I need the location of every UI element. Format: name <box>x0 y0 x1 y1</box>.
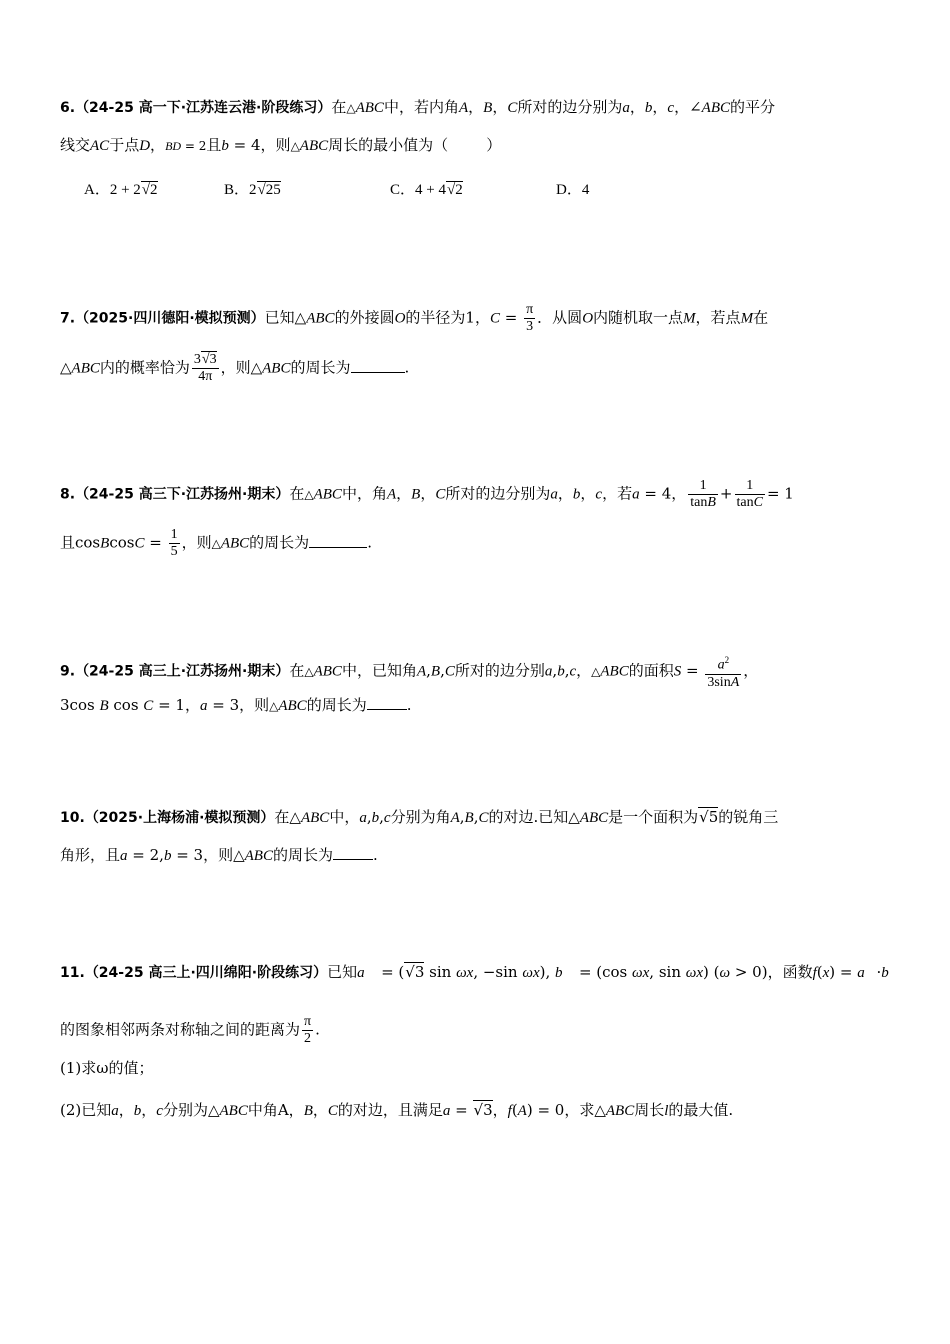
question-10-line2: 角形，且a = 2,b = 3，则△ABC的周长为 . <box>60 846 378 864</box>
question-7-line2: △ABC内的概率恰为 $\frac{3√3}{4\pi}$ ，则△ABC的周长为 . <box>60 352 410 384</box>
q11-number: 11. <box>60 965 85 981</box>
question-8-line1: 8.（24-25 高三下·江苏扬州·期末）在△ABC中，角A，B，C所对的边分别为a，b，c，若a = 4， $\frac{1}{\tan B}$ + $\frac{1}{\tan C}$ = 1 <box>60 478 794 510</box>
question-11-line1: 11.（24-25 高三上·四川绵阳·阶段练习）已知a⃗ = (√3 sin ωx, −sin ωx), b⃗ = (cos ωx, sin ωx) (ω > 0)，函数f(x) = a⃗·b⃗ <box>60 963 901 981</box>
question-11-part2-visual: (2)已知a，b，c分别为△ABC中角A，B，C的对边，且满足a = √3，f(A) = 0，求△ABC周长l的最大值. <box>60 1101 734 1119</box>
q7-source: （2025·四川德阳·模拟预测） <box>75 310 265 327</box>
q6-number: 6. <box>60 100 76 116</box>
q11-source: （24-25 高三上·四川绵阳·阶段练习） <box>84 965 328 981</box>
question-9-line2: 3cos B cos C = 1，a = 3，则△ABC的周长为 . <box>60 696 412 714</box>
q6-option-c: C．4 + 4√2 <box>390 182 463 198</box>
question-9-line1: 9.（24-25 高三上·江苏扬州·期末）在△ABC中，已知角A,B,C所对的边分别a,b,c，△ABC的面积S = $\frac{a^2}{3\sin A}$ ， <box>60 652 758 691</box>
q7-number: 7. <box>60 310 76 327</box>
question-6-line2: 线交AC于点D，BD = 2且b = 4，则△ABC周长的最小值为（ ） <box>60 136 502 154</box>
q9-number: 9. <box>60 663 76 680</box>
q8-number: 8. <box>60 486 76 503</box>
q10-number: 10. <box>60 810 85 826</box>
q6-option-a: A．2 + 2√2 <box>84 182 158 198</box>
q10-source: （2025·上海杨浦·模拟预测） <box>84 810 275 826</box>
question-8-line2: 且cosBcosC = $\frac{1}{5}$ ，则△ABC的周长为 . <box>60 527 372 559</box>
question-7-line1: 7.（2025·四川德阳·模拟预测）已知△ABC的外接圆O的半径为1，C = $\frac{\pi}{3}$ ．从圆O内随机取一点M，若点M在 <box>60 302 769 334</box>
q9-source: （24-25 高三上·江苏扬州·期末） <box>75 663 290 680</box>
question-6-line1: 6.（24-25 高一下·江苏连云港·阶段练习）在△ABC中，若内角A，B，C所对的边分别为a，b，c，∠ABC的平分 <box>60 98 776 116</box>
q6-source: （24-25 高一下·江苏连云港·阶段练习） <box>75 100 332 116</box>
question-10-line1: 10.（2025·上海杨浦·模拟预测）在△ABC中，a,b,c分别为角A,B,C的对边.已知△ABC是一个面积为√5的锐角三 <box>60 808 779 826</box>
q8-source: （24-25 高三下·江苏扬州·期末） <box>75 486 290 503</box>
q6-option-d: D．4 <box>556 182 590 198</box>
q6-option-b-visual: B．2√25 <box>224 182 281 198</box>
question-11-part1: (1)求ω的值； <box>60 1059 154 1077</box>
question-11-line2: 的图象相邻两条对称轴之间的距离为 $\frac{\pi}{2}$ . <box>60 1014 320 1046</box>
